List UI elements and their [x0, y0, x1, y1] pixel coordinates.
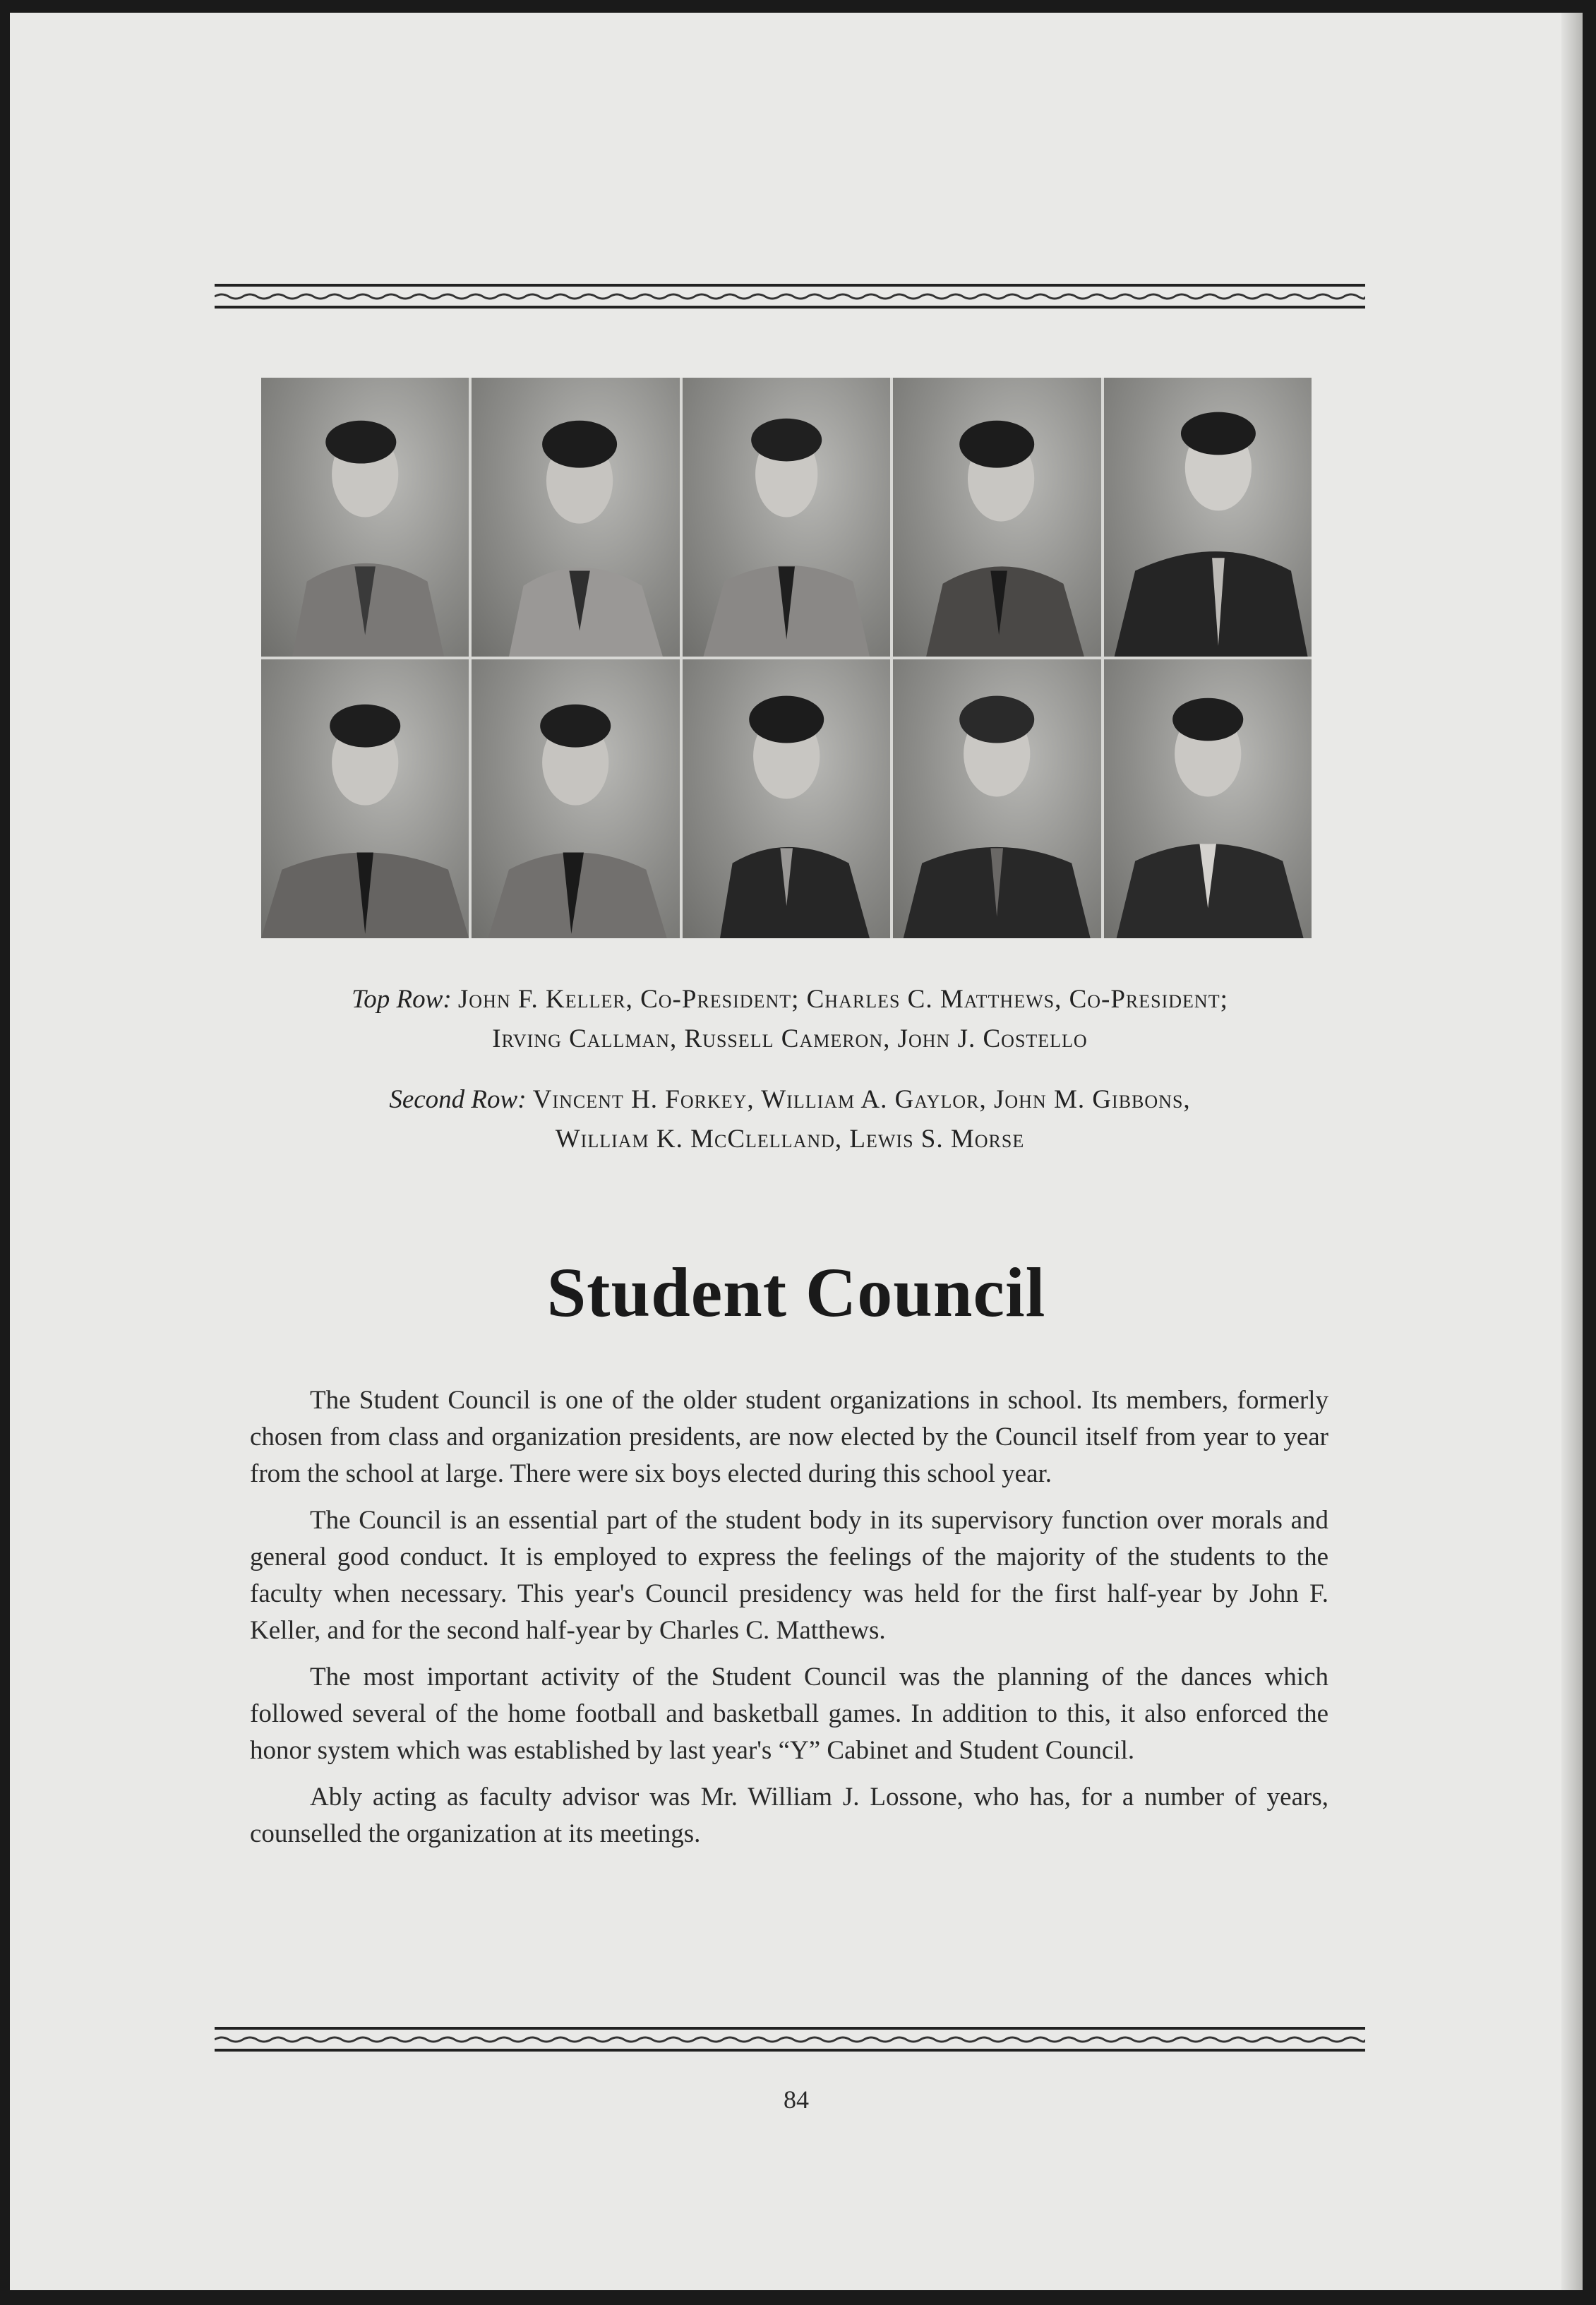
portrait-photo [893, 659, 1100, 938]
book-spine-shadow [1561, 13, 1583, 2290]
caption-row-label: Top Row: [352, 985, 452, 1014]
portrait-photo [683, 659, 890, 938]
portrait-photo [472, 659, 679, 938]
caption-names: Irving Callman, Russell Cameron, John J. Costello [492, 1024, 1088, 1053]
paragraph: Ably acting as faculty advisor was Mr. William J. Lossone, who has, for a number of years, counselled the organization at its meetings. [250, 1783, 1328, 1848]
caption-names: William K. McClelland, Lewis S. Morse [555, 1125, 1025, 1154]
portrait-photo [893, 378, 1100, 657]
page-number: 84 [784, 2085, 809, 2114]
caption-names: Vincent H. Forkey, William A. Gaylor, John M. Gibbons, [532, 1085, 1191, 1114]
caption-top-row [208, 980, 1372, 1059]
portrait-photo [1104, 659, 1312, 938]
portrait-photo [261, 378, 469, 657]
decorative-rule-top [215, 282, 1365, 311]
portrait-photo [261, 659, 469, 938]
paragraph: The Council is an essential part of the student body in its supervisory function over morals and general good conduct. It is employed to express the feelings of the majority of the students to the faculty when necessary. This year's Council presidency was held for the first half-year by John F. Keller, and for the second half-year by Charles C. Matthews. [250, 1506, 1328, 1645]
decorative-rule-bottom [215, 2025, 1365, 2054]
caption-row-label: Second Row: [389, 1085, 527, 1114]
paragraph: The Student Council is one of the older student organizations in school. Its members, formerly chosen from class and organization presidents, are now elected by the Council itself from year to year from the school at large. There were six boys elected during this school year. [250, 1386, 1328, 1488]
portrait-photo [472, 378, 679, 657]
paragraph: The most important activity of the Student Council was the planning of the dances which followed several of the home football and basketball games. In addition to this, it also enforced the honor system which was established by last year's “Y” Cabinet and Student Council. [250, 1663, 1328, 1765]
photo-caption [208, 980, 1372, 1180]
article-body [250, 1382, 1328, 1862]
page-title: Student Council [546, 1253, 1046, 1331]
yearbook-page [10, 13, 1583, 2290]
portrait-photo [1104, 378, 1312, 657]
caption-second-row [208, 1080, 1372, 1159]
portrait-photo [683, 378, 890, 657]
portrait-grid [261, 378, 1312, 938]
caption-names: John F. Keller, Co-President; Charles C. Matthews, Co-President; [457, 985, 1228, 1014]
